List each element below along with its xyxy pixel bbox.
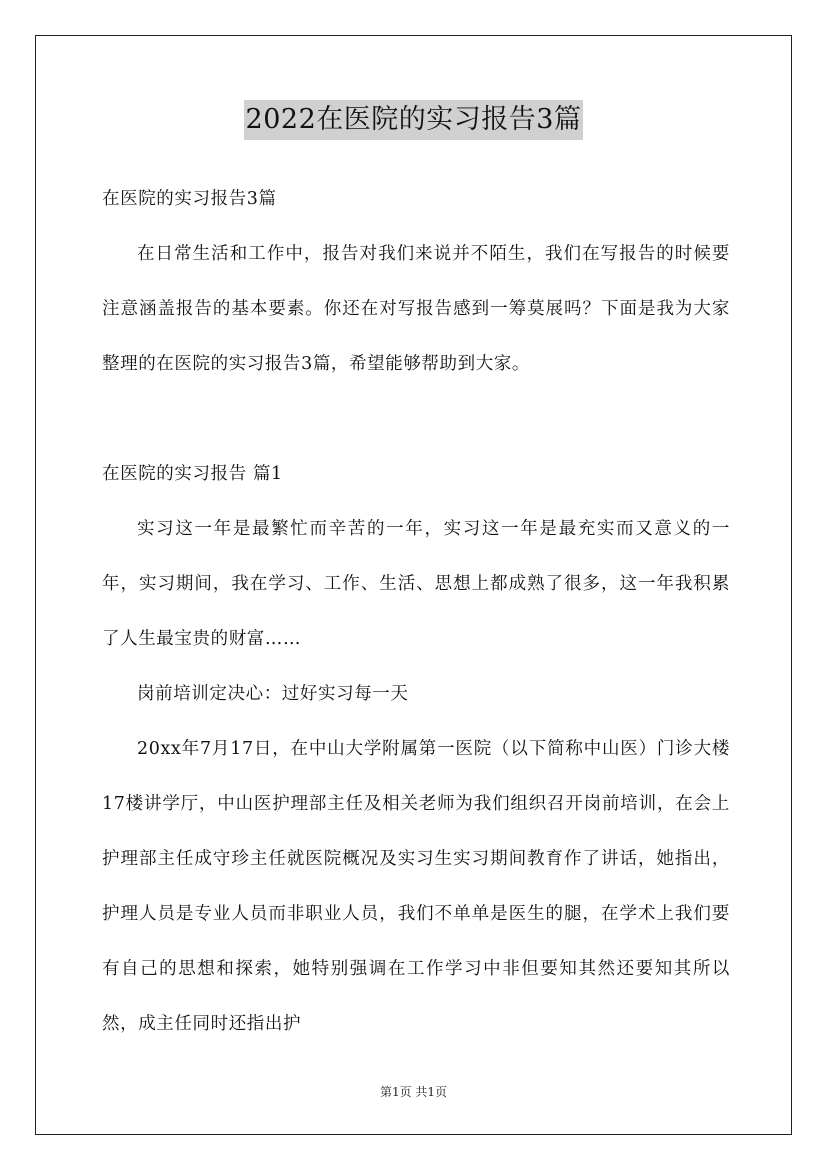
- document-title: 2022在医院的实习报告3篇: [244, 100, 584, 140]
- section-heading: 在医院的实习报告 篇1: [102, 464, 283, 484]
- paragraph-2: 岗前培训定决心：过好实习每一天: [137, 684, 409, 704]
- page-footer: 第1页 共1页: [379, 1085, 448, 1099]
- subtitle: 在医院的实习报告3篇: [102, 189, 277, 209]
- title-container: [0, 100, 827, 140]
- paragraph-3: 20xx年7月17日，在中山大学附属第一医院（以下简称中山医）门诊大楼17楼讲学厅，中山医护理部主任及相关老师为我们组织召开岗前培训，在会上护理部主任成守珍主任就医院概况及实习生实习期间教育作了讲话，她指出，护理人员是专业人员而非职业人员，我们不单单是医生的腿，在学术上我们要有自己的思想和探索，她特别强调在工作学习中非但要知其然还要知其所以然，成主任同时还指出护: [102, 739, 730, 1034]
- document-body: [102, 172, 730, 1052]
- intro-paragraph: 在日常生活和工作中，报告对我们来说并不陌生，我们在写报告的时候要注意涵盖报告的基本要素。你还在对写报告感到一筹莫展吗？下面是我为大家整理的在医院的实习报告3篇，希望能够帮助到大家。: [102, 244, 730, 374]
- paragraph-1: 实习这一年是最繁忙而辛苦的一年，实习这一年是最充实而又意义的一年，实习期间，我在学习、工作、生活、思想上都成熟了很多，这一年我积累了人生最宝贵的财富……: [102, 519, 730, 649]
- blank-line: [102, 392, 730, 447]
